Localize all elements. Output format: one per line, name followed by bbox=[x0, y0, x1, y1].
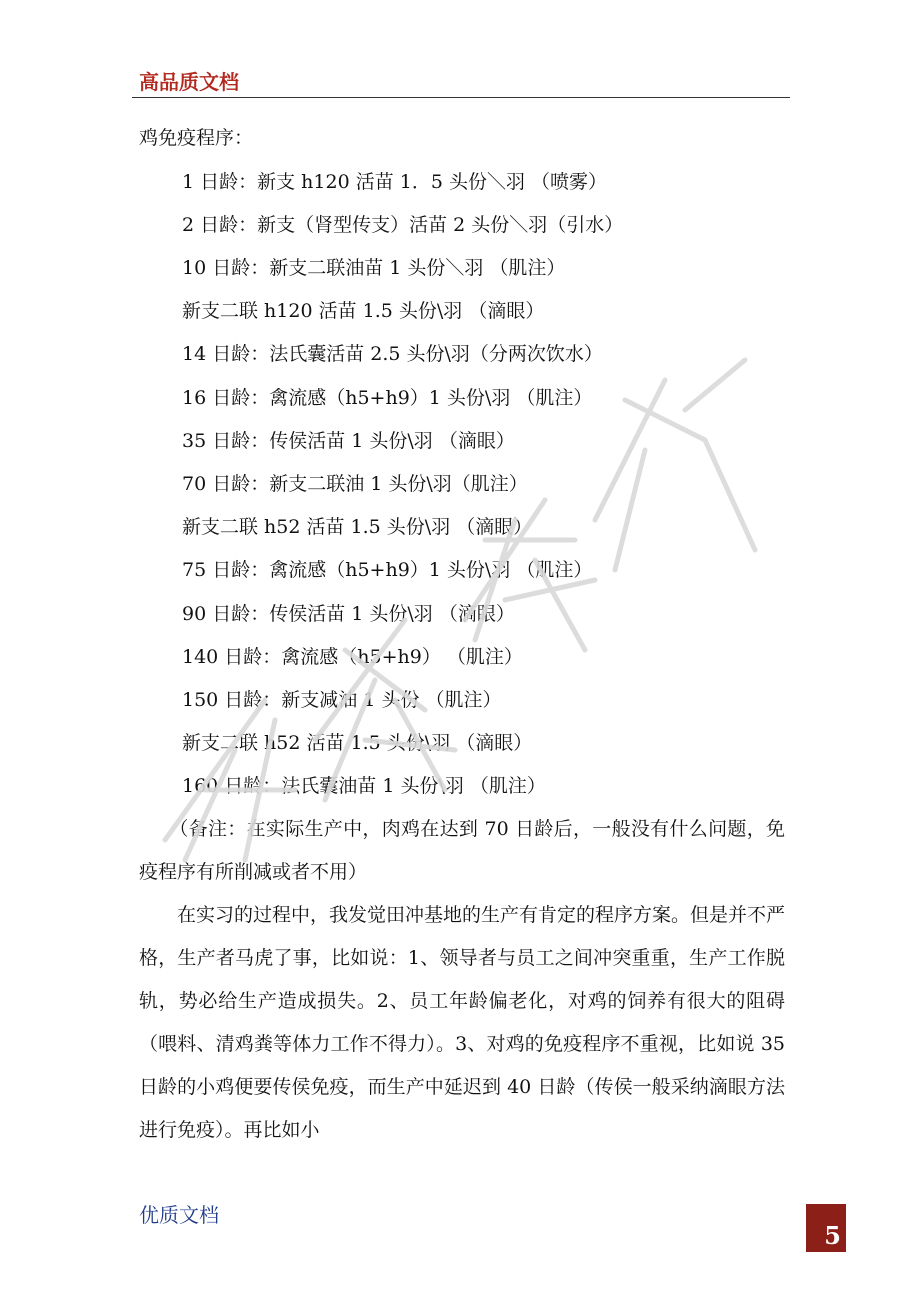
footer-label: 优质文档 bbox=[139, 1203, 219, 1227]
schedule-line: 70 日龄：新支二联油 1 头份\羽（肌注） bbox=[182, 473, 528, 495]
header-divider bbox=[132, 97, 790, 98]
schedule-line: 新支二联 h52 活苗 1.5 头份\羽 （滴眼） bbox=[182, 516, 533, 538]
schedule-line: 90 日龄：传侯活苗 1 头份\羽 （滴眼） bbox=[182, 603, 515, 625]
schedule-line: 160 日龄：法氏囊油苗 1 头份\羽 （肌注） bbox=[182, 775, 546, 797]
schedule-line: 35 日龄：传侯活苗 1 头份\羽 （滴眼） bbox=[182, 430, 515, 452]
section-title: 鸡免疫程序： bbox=[139, 127, 254, 149]
schedule-line: 1 日龄：新支 h120 活苗 1．5 头份＼羽 （喷雾） bbox=[182, 171, 608, 193]
schedule-line: 14 日龄：法氏囊活苗 2.5 头份\羽（分两次饮水） bbox=[182, 343, 603, 365]
header-title: 高品质文档 bbox=[139, 70, 239, 94]
schedule-line: 140 日龄：禽流感（h5+h9） （肌注） bbox=[182, 646, 523, 668]
schedule-line: 75 日龄：禽流感（h5+h9）1 头份\羽 （肌注） bbox=[182, 559, 593, 581]
schedule-line: 16 日龄：禽流感（h5+h9）1 头份\羽 （肌注） bbox=[182, 387, 593, 409]
schedule-line: 新支二联 h120 活苗 1.5 头份\羽 （滴眼） bbox=[182, 300, 545, 322]
schedule-line: 2 日龄：新支（肾型传支）活苗 2 头份＼羽（引水） bbox=[182, 214, 624, 236]
schedule-line: 10 日龄：新支二联油苗 1 头份＼羽 （肌注） bbox=[182, 257, 566, 279]
body-paragraph: 在实习的过程中，我发觉田冲基地的生产有肯定的程序方案。但是并不严格，生产者马虎了事，比如说：1、领导者与员工之间冲突重重，生产工作脱轨，势必给生产造成损失。2、员工年龄偏老化，对鸡的饲养有很大的阻碍（喂料、清鸡粪等体力工作不得力）。3、对鸡的免疫程序不重视，比如说 35 日龄的小鸡便要传侯免疫，而生产中延迟到 40 日龄（传侯一般采纳滴眼方法进行免疫）。再比如小 bbox=[139, 904, 786, 1141]
page-number-badge bbox=[806, 1204, 846, 1252]
schedule-line: 150 日龄：新支减油 1 头份 （肌注） bbox=[182, 689, 502, 711]
schedule-line: 新支二联 h52 活苗 1.5 头份\羽 （滴眼） bbox=[182, 732, 533, 754]
note-paragraph: （备注：在实际生产中，肉鸡在达到 70 日龄后，一般没有什么问题，免疫程序有所削减或者不用） bbox=[139, 818, 785, 883]
page-number: 5 bbox=[824, 1221, 841, 1250]
